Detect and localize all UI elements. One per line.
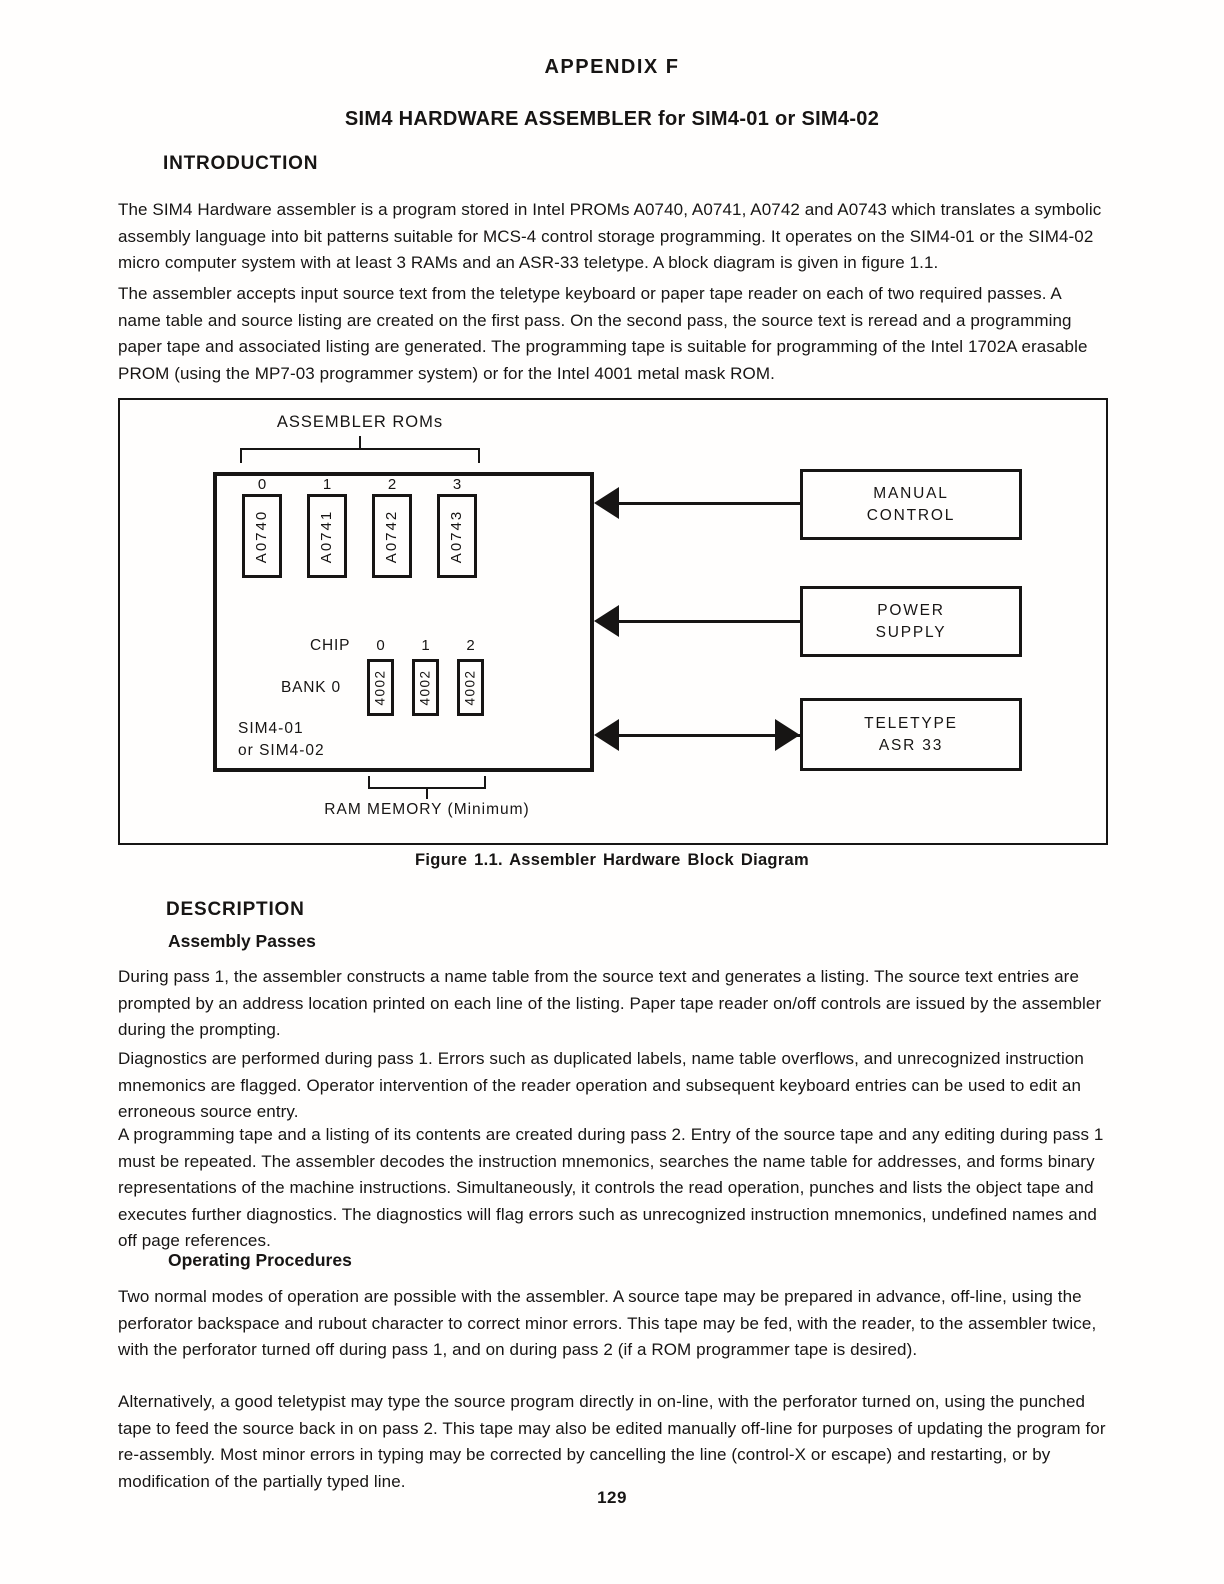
- manual-control-label: MANUAL: [873, 484, 949, 502]
- ram-chip-label: 4002: [418, 669, 434, 706]
- rom-chip-index: 1: [322, 476, 332, 493]
- teletype-arrowhead-left-icon: [594, 719, 619, 751]
- roms-bracket: [240, 448, 480, 450]
- ram-chip-index: 2: [466, 637, 475, 654]
- appendix-heading: APPENDIX F: [544, 56, 680, 78]
- rom-chip-label: A0743: [448, 509, 466, 563]
- ram-chip: [412, 659, 439, 716]
- rom-chip: [372, 494, 412, 578]
- teletype-arrowhead-right-icon: [775, 719, 800, 751]
- chip-row-label: CHIP: [310, 637, 351, 654]
- rom-chip-label: A0740: [253, 509, 271, 563]
- system-name-label: or SIM4-02: [238, 742, 325, 759]
- power-supply-box: [800, 586, 1022, 657]
- section-heading-introduction: INTRODUCTION: [163, 153, 319, 174]
- page-number: 129: [597, 1488, 627, 1507]
- power-supply-arrow: [602, 620, 800, 623]
- manual-control-box: [800, 469, 1022, 540]
- ram-memory-bracket-center-tick: [426, 787, 428, 799]
- figure-block-diagram: [118, 398, 1108, 845]
- subheading-assembly-passes: Assembly Passes: [168, 931, 316, 951]
- sim4-system-box: [213, 472, 594, 772]
- bank-label: BANK 0: [281, 679, 341, 696]
- roms-bracket-left-tick: [240, 448, 242, 463]
- manual-control-label: CONTROL: [866, 506, 956, 524]
- rom-chip-label: A0742: [383, 509, 401, 563]
- subheading-operating-procedures: Operating Procedures: [168, 1250, 352, 1270]
- power-supply-label: POWER: [877, 601, 945, 619]
- manual-control-arrowhead-icon: [594, 487, 619, 519]
- system-name-label: SIM4-01: [238, 720, 304, 737]
- teletype-label: TELETYPE: [864, 714, 958, 732]
- operating-procedures-paragraph-1: Two normal modes of operation are possible with the assembler. A source tape may be prepared in advance, off-line, using the perforator backspace and rubout character to correct minor errors. This tape may be fed, with the reader, to the assembler twice, with the perforator turned off during pass 1, and on during pass 2 (if a ROM programmer tape is desired).: [118, 1287, 1097, 1359]
- ram-chip: [457, 659, 484, 716]
- roms-bracket-right-tick: [478, 448, 480, 463]
- ram-chip-label: 4002: [463, 669, 479, 706]
- roms-bracket-center-tick: [359, 436, 361, 448]
- rom-chip-label: A0741: [318, 509, 336, 563]
- ram-chip: [367, 659, 394, 716]
- rom-chip: [437, 494, 477, 578]
- ram-memory-label: RAM MEMORY (Minimum): [324, 801, 530, 818]
- manual-control-arrow: [602, 502, 800, 505]
- power-supply-arrowhead-icon: [594, 605, 619, 637]
- assembly-passes-paragraph-1: During pass 1, the assembler constructs a name table from the source text and generates a listing. The source text entries are prompted by an address location printed on each line of the listing. Paper tape reader on/off controls are issued by the assembler during the prompting.: [118, 967, 1102, 1039]
- section-heading-description: DESCRIPTION: [166, 899, 305, 920]
- rom-chip-index: 2: [387, 476, 397, 493]
- ram-chip-index: 1: [421, 637, 430, 654]
- power-supply-label: SUPPLY: [875, 623, 947, 641]
- teletype-arrow: [602, 734, 800, 737]
- rom-chip-index: 0: [257, 476, 267, 493]
- figure-caption: Figure 1.1. Assembler Hardware Block Diagram: [415, 851, 809, 869]
- document-title: SIM4 HARDWARE ASSEMBLER for SIM4-01 or SIM4-02: [344, 108, 880, 130]
- teletype-box: [800, 698, 1022, 771]
- assembly-passes-paragraph-3: A programming tape and a listing of its contents are created during pass 2. Entry of the source tape and any editing during pass 1 must be repeated. The assembler decodes the instruction mnemonics, searches the name table for addresses, and forms binary representations of the machine instructions. Simultaneously, it controls the read operation, punches and lists the object tape and executes further diagnostics. The diagnostics will flag errors such as unrecognized instruction mnemonics, undefined names and off page references.: [118, 1125, 1104, 1250]
- rom-chip: [307, 494, 347, 578]
- assembler-roms-label: ASSEMBLER ROMs: [276, 413, 444, 431]
- assembly-passes-paragraph-2: Diagnostics are performed during pass 1. Errors such as duplicated labels, name table overflows, and unrecognized instruction mnemonics are flagged. Operator intervention of the reader operation and subsequent keyboard entries can be used to edit an erroneous source entry.: [118, 1049, 1084, 1121]
- rom-chip: [242, 494, 282, 578]
- intro-paragraph-2: The assembler accepts input source text from the teletype keyboard or paper tape reader on each of two required passes. A name table and source listing are created on the first pass. On the second pass, the source text is reread and a programming paper tape and associated listing are generated. The programming tape is suitable for programming of the Intel 1702A erasable PROM (using the MP7-03 programmer system) or for the Intel 4001 metal mask ROM.: [118, 284, 1088, 383]
- operating-procedures-paragraph-2: Alternatively, a good teletypist may type the source program directly in on-line, with the perforator turned on, using the punched tape to feed the source back in on pass 2. This tape may also be edited manually off-line for purposes of updating the program for re-assembly. Most minor errors in typing may be corrected by cancelling the line (control-X or escape) and restarting, or by modification of the partially typed line.: [118, 1392, 1106, 1491]
- ram-chip-label: 4002: [373, 669, 389, 706]
- ram-chip-index: 0: [376, 637, 385, 654]
- teletype-label: ASR 33: [878, 736, 944, 754]
- rom-chip-index: 3: [452, 476, 462, 493]
- intro-paragraph-1: The SIM4 Hardware assembler is a program stored in Intel PROMs A0740, A0741, A0742 and A0743 which translates a symbolic assembly language into bit patterns suitable for MCS-4 control storage programming. It operates on the SIM4-01 or the SIM4-02 micro computer system with at least 3 RAMs and an ASR-33 teletype. A block diagram is given in figure 1.1.: [118, 200, 1102, 272]
